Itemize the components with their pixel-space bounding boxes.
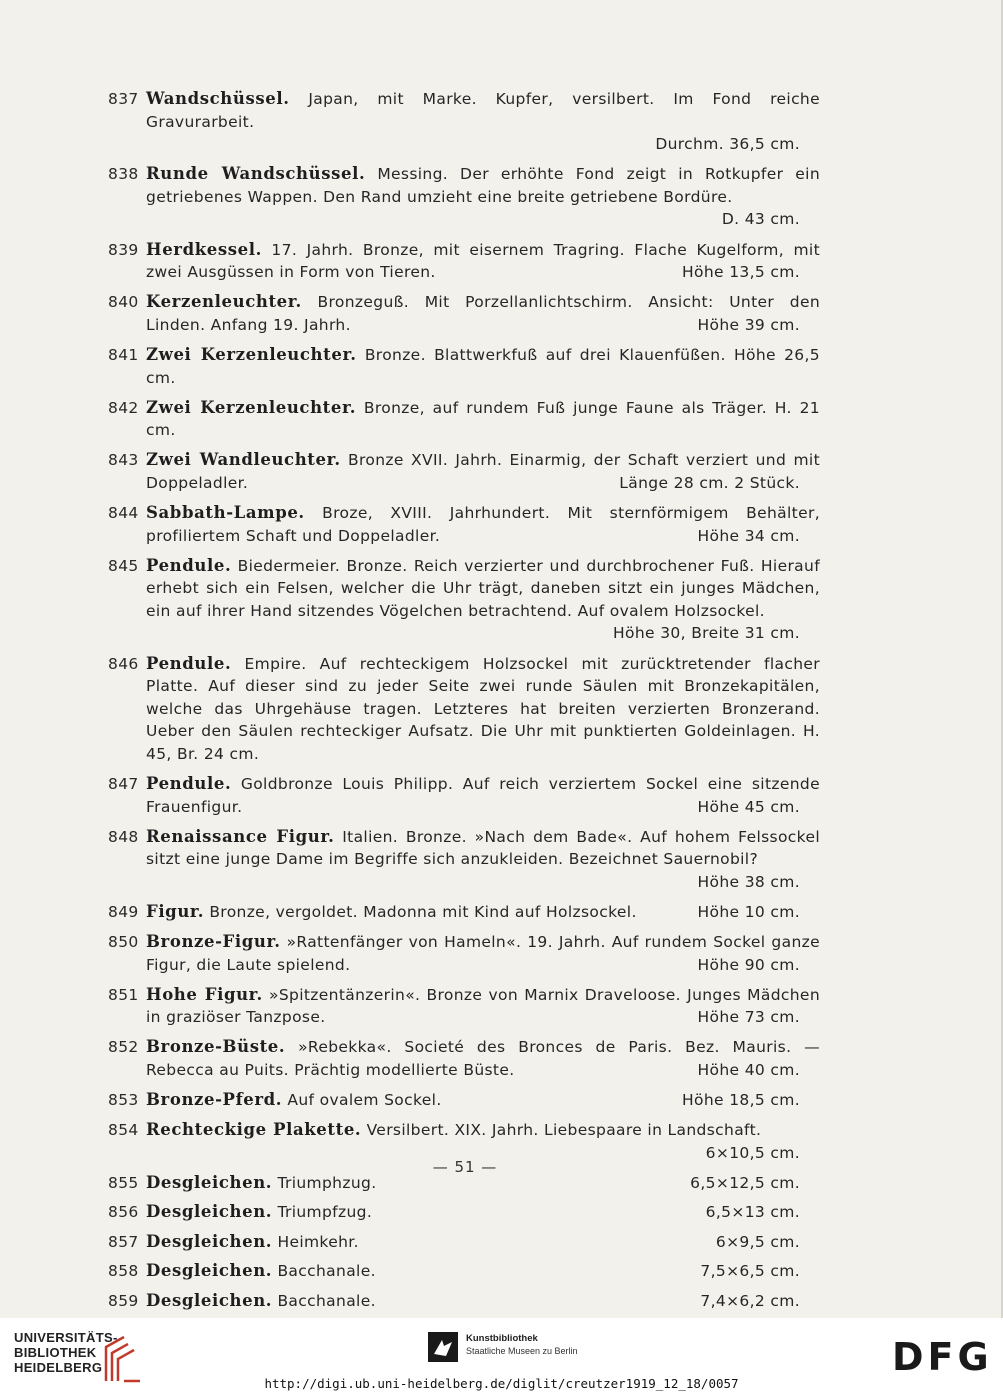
entry-measure: 6×10,5 cm. bbox=[705, 1143, 800, 1162]
entry-number: 837 bbox=[108, 90, 139, 108]
catalog-entries bbox=[108, 88, 820, 1319]
entry-title: Desgleichen. bbox=[146, 1202, 273, 1222]
entry-title: Desgleichen. bbox=[146, 1231, 273, 1251]
kunstbibliothek-title: Kunstbibliothek bbox=[466, 1333, 538, 1344]
entry-number: 846 bbox=[108, 654, 139, 673]
entry-title: Bronze-Büste. bbox=[146, 1037, 286, 1057]
entry-number: 859 bbox=[108, 1291, 139, 1310]
catalog-entry bbox=[108, 931, 820, 976]
entry-text: Goldbronze Louis Philipp. Auf reich verziertem Sockel eine sitzende Frauenfigur. bbox=[146, 775, 820, 816]
entry-measure: Höhe 18,5 cm. bbox=[682, 1091, 800, 1110]
entry-measure: Höhe 13,5 cm. bbox=[682, 263, 800, 282]
entry-measure: Höhe 40 cm. bbox=[697, 1061, 800, 1080]
catalog-entry bbox=[108, 773, 820, 818]
dfg-logo[interactable]: DFG bbox=[892, 1335, 993, 1379]
entry-text: 17. Jahrh. Bronze, mit eisernem Tragring. Flache Kugelform, mit zwei Ausgüssen in Form von Tieren. bbox=[146, 240, 820, 282]
entry-title: Sabbath-Lampe. bbox=[146, 503, 305, 522]
catalog-entry bbox=[108, 1089, 820, 1112]
entry-measure: Höhe 39 cm. bbox=[697, 315, 800, 334]
entry-text: Bacchanale. bbox=[277, 1262, 376, 1281]
entry-number: 841 bbox=[108, 345, 139, 364]
entry-title: Bronze-Pferd. bbox=[146, 1090, 283, 1110]
catalog-entry bbox=[108, 449, 820, 494]
entry-measure: 7,5×6,5 cm. bbox=[700, 1262, 800, 1281]
entry-title: Pendule. bbox=[146, 653, 232, 673]
catalog-entry bbox=[108, 901, 820, 924]
entry-measure: Höhe 34 cm. bbox=[697, 526, 800, 545]
entry-measure: D. 43 cm. bbox=[721, 210, 800, 229]
catalog-entry bbox=[108, 826, 820, 894]
catalog-entry bbox=[108, 502, 820, 547]
catalog-entry bbox=[108, 1036, 820, 1081]
entry-measure: Durchm. 36,5 cm. bbox=[655, 135, 800, 154]
catalog-entry bbox=[108, 555, 820, 645]
entry-text: Auf ovalem Sockel. bbox=[287, 1091, 442, 1110]
entry-measure: Höhe 38 cm. bbox=[697, 872, 800, 891]
entry-text: Broze, XVIII. Jahrhundert. Mit sternförmigem Behälter, profiliertem Schaft und Doppeladler. bbox=[146, 504, 820, 545]
catalog-entry bbox=[108, 344, 820, 389]
entry-number: 844 bbox=[108, 504, 139, 522]
kunstbibliothek-logo-icon[interactable] bbox=[428, 1332, 458, 1362]
entry-text: Bronze, auf rundem Fuß junge Faune als Träger. H. 21 cm. bbox=[146, 398, 820, 440]
entry-title: Zwei Kerzenleuchter. bbox=[146, 397, 357, 417]
entry-measure: Höhe 30, Breite 31 cm. bbox=[613, 624, 800, 643]
entry-title: Renaissance Figur. bbox=[146, 826, 335, 846]
entry-measure: Höhe 10 cm. bbox=[697, 903, 800, 921]
entry-measure: 6,5×13 cm. bbox=[705, 1203, 800, 1222]
entry-text: Versilbert. XIX. Jahrh. Liebespaare in Landschaft. bbox=[366, 1121, 762, 1140]
entry-title: Zwei Wandleuchter. bbox=[146, 450, 341, 470]
entry-number: 838 bbox=[108, 165, 139, 184]
catalog-entry bbox=[108, 1201, 820, 1224]
entry-number: 856 bbox=[108, 1203, 139, 1222]
entry-number: 840 bbox=[108, 293, 139, 312]
entry-measure: 7,4×6,2 cm. bbox=[700, 1291, 800, 1310]
entry-number: 851 bbox=[108, 985, 139, 1004]
entry-measure: Höhe 90 cm. bbox=[697, 955, 800, 974]
ub-logo-line: UNIVERSITÄTS- bbox=[14, 1330, 118, 1345]
entry-number: 850 bbox=[108, 933, 139, 952]
catalog-entry bbox=[108, 397, 820, 442]
entry-text: Heimkehr. bbox=[277, 1232, 359, 1251]
entry-number: 857 bbox=[108, 1232, 139, 1251]
entry-number: 853 bbox=[108, 1091, 139, 1110]
page-url[interactable]: http://digi.ub.uni-heidelberg.de/diglit/creutzer1919_12_18/0057 bbox=[264, 1376, 739, 1391]
entry-title: Zwei Kerzenleuchter. bbox=[146, 344, 357, 364]
catalog-entry bbox=[108, 291, 820, 336]
entry-title: Rechteckige Plakette. bbox=[146, 1120, 362, 1140]
entry-measure: 6×9,5 cm. bbox=[715, 1232, 800, 1251]
entry-title: Wandschüssel. bbox=[146, 89, 290, 108]
entry-title: Bronze-Figur. bbox=[146, 932, 281, 952]
entry-number: 848 bbox=[108, 827, 139, 846]
entry-title: Runde Wandschüssel. bbox=[146, 164, 366, 184]
entry-title: Pendule. bbox=[146, 774, 232, 794]
catalog-entry bbox=[108, 653, 820, 766]
entry-number: 847 bbox=[108, 775, 139, 794]
entry-text: Japan, mit Marke. Kupfer, versilbert. Im Fond reiche Gravurarbeit. bbox=[146, 90, 820, 131]
catalog-entry bbox=[108, 163, 820, 231]
entry-number: 855 bbox=[108, 1173, 139, 1192]
catalog-entry bbox=[108, 1290, 820, 1313]
kunstbibliothek-subtitle: Staatliche Museen zu Berlin bbox=[466, 1346, 578, 1356]
entry-measure: Höhe 45 cm. bbox=[697, 797, 800, 816]
catalog-entry bbox=[108, 984, 820, 1029]
entry-title: Hohe Figur. bbox=[146, 984, 263, 1004]
entry-number: 849 bbox=[108, 903, 139, 921]
catalog-entry bbox=[108, 1260, 820, 1283]
catalog-entry bbox=[108, 239, 820, 284]
entry-text: Bacchanale. bbox=[277, 1291, 376, 1310]
entry-number: 843 bbox=[108, 451, 139, 470]
entry-number: 854 bbox=[108, 1121, 139, 1140]
entry-title: Desgleichen. bbox=[146, 1290, 273, 1310]
entry-number: 845 bbox=[108, 556, 139, 575]
entry-measure: Höhe 73 cm. bbox=[697, 1008, 800, 1027]
entry-title: Desgleichen. bbox=[146, 1261, 273, 1281]
entry-text: Biedermeier. Bronze. Reich verzierter und durchbrochener Fuß. Hierauf erhebt sich ein Felsen, welcher die Uhr trägt, daneben sitzt ein junges Mädchen, ein auf ihrer Hand sitzendes Vögelchen betrachtend. Auf ovalem Holzsockel. bbox=[146, 556, 821, 620]
entry-text: »Rebekka«. Societé des Bronces de Paris. Bez. Mauris. — Rebecca au Puits. Prächtig modellierte Büste. bbox=[146, 1038, 820, 1080]
entry-text: Bronzeguß. Mit Porzellanlichtschirm. Ansicht: Unter den Linden. Anfang 19. Jahrh. bbox=[146, 293, 821, 334]
entry-title: Kerzenleuchter. bbox=[146, 292, 302, 312]
entry-title: Figur. bbox=[146, 902, 205, 921]
entry-title: Desgleichen. bbox=[146, 1172, 273, 1192]
entry-number: 852 bbox=[108, 1038, 139, 1057]
entry-number: 842 bbox=[108, 398, 139, 417]
page-number: — 51 — bbox=[432, 1158, 498, 1176]
catalog-entry bbox=[108, 1231, 820, 1254]
viewer-footer bbox=[0, 1318, 1003, 1394]
entry-title: Pendule. bbox=[146, 555, 232, 575]
catalog-entry bbox=[108, 88, 820, 156]
entry-text: Triumpfzug. bbox=[277, 1203, 373, 1222]
entry-text: Empire. Auf rechteckigem Holzsockel mit zurücktretender flacher Platte. Auf dieser sind zu jeder Seite zwei runde Säulen mit Bronzekapitälen, welche das Uhrgehäuse tragen. Letzteres hat breiten verzierten Bronzerand. Ueber den Säulen rechteckiger Aufsatz. Die Uhr mit punktierten Goldeinlagen. H. 45, Br. 24 cm. bbox=[146, 654, 821, 763]
entry-text: Bronze XVII. Jahrh. Einarmig, der Schaft verziert und mit Doppeladler. bbox=[146, 451, 820, 492]
entry-text: Messing. Der erhöhte Fond zeigt in Rotkupfer ein getriebenes Wappen. Den Rand umzieht eine breite getriebene Bordüre. bbox=[146, 165, 821, 206]
entry-text: »Rattenfänger von Hameln«. 19. Jahrh. Auf rundem Sockel ganze Figur, die Laute spielend. bbox=[146, 933, 820, 974]
entry-number: 858 bbox=[108, 1262, 139, 1281]
entry-title: Herdkessel. bbox=[146, 239, 262, 259]
ub-logo-line: BIBLIOTHEK bbox=[14, 1345, 97, 1360]
entry-text: Triumphzug. bbox=[277, 1173, 377, 1192]
ub-logo-line: HEIDELBERG bbox=[14, 1360, 103, 1375]
entry-measure: 6,5×12,5 cm. bbox=[690, 1173, 800, 1192]
entry-text: Bronze, vergoldet. Madonna mit Kind auf Holzsockel. bbox=[209, 903, 637, 921]
entry-text: »Spitzentänzerin«. Bronze von Marnix Draveloose. Junges Mädchen in graziöser Tanzpose. bbox=[146, 985, 820, 1027]
entry-number: 839 bbox=[108, 240, 139, 259]
entry-measure: Länge 28 cm. 2 Stück. bbox=[619, 473, 800, 492]
ub-heidelberg-logo[interactable] bbox=[14, 1330, 118, 1375]
entry-text: Bronze. Blattwerkfuß auf drei Klauenfüßen. Höhe 26,5 cm. bbox=[146, 345, 821, 387]
entry-text: Italien. Bronze. »Nach dem Bade«. Auf hohem Felssockel sitzt eine junge Dame im Begriffe sich anzukleiden. Bezeichnet Sauernobil? bbox=[146, 827, 820, 869]
